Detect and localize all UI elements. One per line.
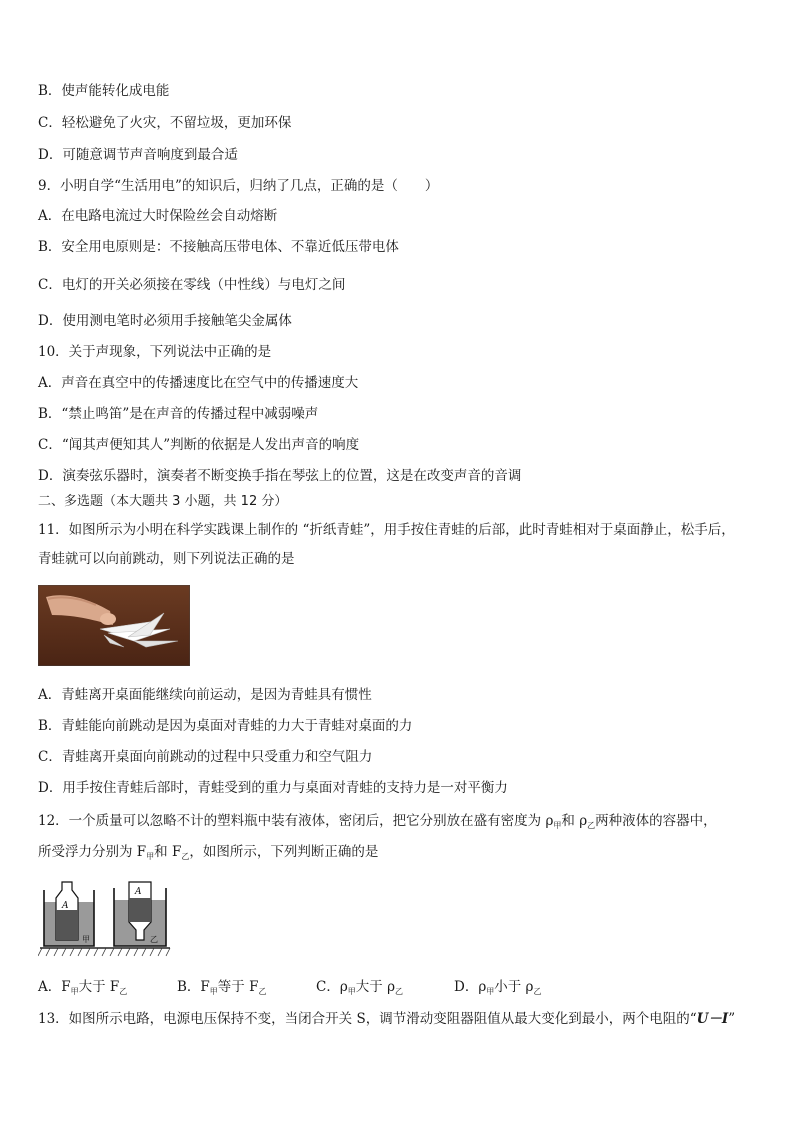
q11-stem-line2: 青蛙就可以向前跳动，则下列说法正确的是: [38, 551, 295, 567]
q8-option-b: B．使声能转化成电能: [38, 83, 170, 99]
q12-option-a: A．$F_甲$大于 $F_乙$: [38, 979, 128, 996]
q12-stem-line2: 所受浮力分别为 $F_甲$和 $F_乙$，如图所示，下列判断正确的是: [38, 844, 379, 861]
q11-option-a: A．青蛙离开桌面能继续向前运动，是因为青蛙具有惯性: [38, 687, 372, 703]
q11-option-c: C．青蛙离开桌面向前跳动的过程中只受重力和空气阻力: [38, 749, 373, 765]
svg-text:甲: 甲: [82, 935, 90, 944]
q10-option-b: B．“禁止鸣笛”是在声音的传播过程中减弱噪声: [38, 406, 319, 422]
origami-frog-photo: [38, 585, 190, 666]
svg-text:A: A: [135, 887, 142, 897]
svg-text:乙: 乙: [150, 935, 158, 944]
q8-option-d: D．可随意调节声音响度到最合适: [38, 147, 238, 163]
q9-stem: 9．小明自学“生活用电”的知识后，归纳了几点，正确的是（ ）: [38, 178, 439, 194]
svg-text:A: A: [62, 901, 69, 911]
q8-option-c: C．轻松避免了火灾，不留垃圾，更加环保: [38, 115, 292, 131]
q12-stem-line1: 12．一个质量可以忽略不计的塑料瓶中装有液体，密闭后，把它分别放在盛有密度为 $\rho_甲$和 $\rho_乙$两种液体的容器中，: [38, 813, 717, 830]
section-title-multiple-choice: 二、多选题（本大题共 3 小题，共 12 分）: [38, 494, 288, 509]
q10-option-a: A．声音在真空中的传播速度比在空气中的传播速度大: [38, 375, 359, 391]
q10-option-d: D．演奏弦乐器时，演奏者不断变换手指在琴弦上的位置，这是在改变声音的音调: [38, 468, 522, 484]
q11-option-d: D．用手按住青蛙后部时，青蛙受到的重力与桌面对青蛙的支持力是一对平衡力: [38, 780, 508, 796]
q12-option-c: C．$\rho_甲$大于 $\rho_乙$: [316, 979, 404, 996]
q9-option-c: C．电灯的开关必须接在零线（中性线）与电灯之间: [38, 277, 346, 293]
q13-stem: 13．如图所示电路，电源电压保持不变，当闭合开关 S，调节滑动变阻器阻值从最大变化到最小，两个电阻的“U－I”: [38, 1011, 736, 1027]
q11-option-b: B．青蛙能向前跳动是因为桌面对青蛙的力大于青蛙对桌面的力: [38, 718, 413, 734]
q9-option-a: A．在电路电流过大时保险丝会自动熔断: [38, 208, 278, 224]
q10-stem: 10．关于声现象，下列说法中正确的是: [38, 344, 272, 360]
q9-option-b: B．安全用电原则是：不接触高压带电体、不靠近低压带电体: [38, 239, 399, 255]
q12-option-d: D．$\rho_甲$小于 $\rho_乙$: [454, 979, 542, 996]
bottle-buoyancy-figure: [38, 878, 172, 958]
q10-option-c: C．“闻其声便知其人”判断的依据是人发出声音的响度: [38, 437, 360, 453]
q9-option-d: D．使用测电笔时必须用手接触笔尖金属体: [38, 313, 292, 329]
q12-option-b: B．$F_甲$等于 $F_乙$: [177, 979, 267, 996]
q11-stem-line1: 11．如图所示为小明在科学实践课上制作的 “折纸青蛙”，用手按住青蛙的后部，此时青蛙相对于桌面静止，松手后，: [38, 522, 735, 538]
